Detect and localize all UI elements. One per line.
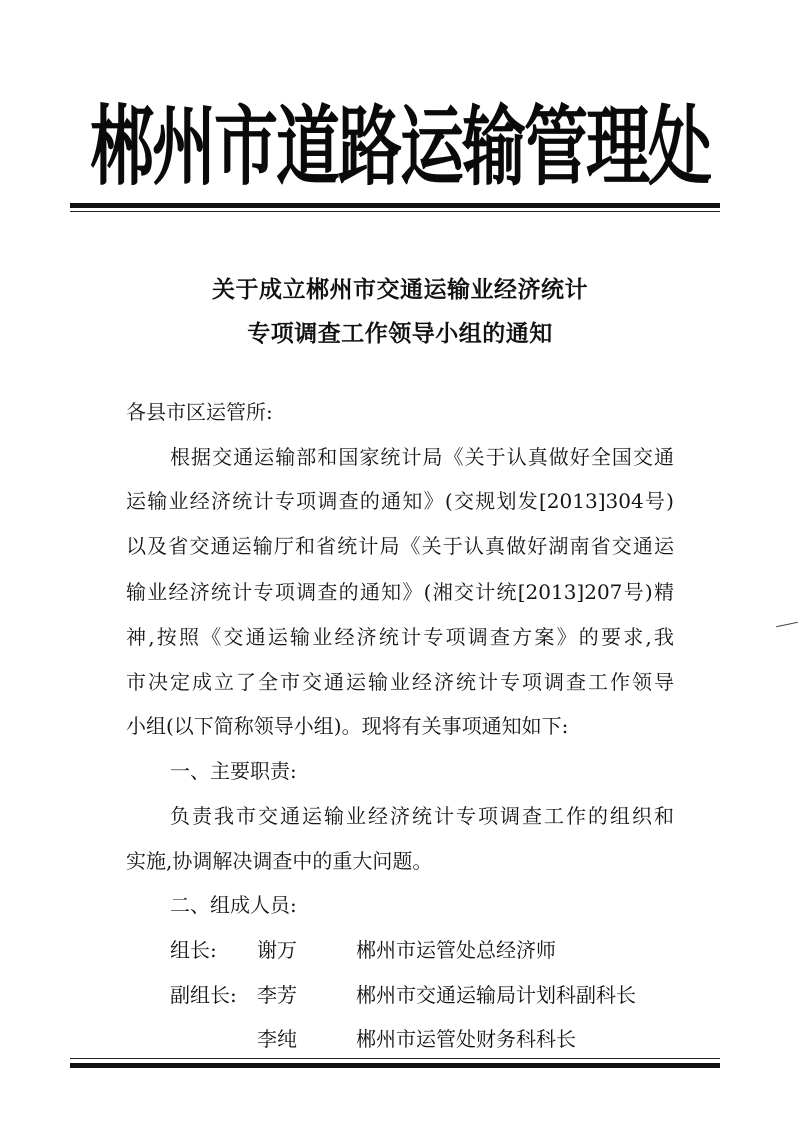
member-position: 郴州市交通运输局计划科副科长 [356, 983, 636, 1007]
paragraph-line: 小组(以下简称领导小组)。现将有关事项通知如下: [126, 714, 569, 738]
member-position: 郴州市运管处总经济师 [356, 938, 556, 962]
member-role: 副组长: [170, 983, 237, 1007]
document-title-line-1: 关于成立郴州市交通运输业经济统计 [212, 277, 588, 303]
member-name: 李纯 [257, 1027, 297, 1051]
member-role: 组长: [170, 938, 217, 962]
member-name: 李芳 [257, 983, 297, 1007]
paragraph-line: 运输业经济统计专项调查的通知》(交规划发[2013]304号) [126, 489, 674, 513]
member-name: 谢万 [257, 938, 297, 962]
paragraph-line: 根据交通运输部和国家统计局《关于认真做好全国交通 [170, 445, 674, 469]
paragraph-line: 神,按照《交通运输业经济统计专项调查方案》的要求,我 [126, 625, 674, 649]
paragraph-line: 输业经济统计专项调查的通知》(湘交计统[2013]207号)精 [126, 580, 674, 604]
letterhead-rule-thick [70, 203, 720, 208]
section-1-text: 负责我市交通运输业经济统计专项调查工作的组织和 [170, 804, 674, 828]
section-2-heading: 二、组成人员: [170, 893, 297, 917]
letterhead-rule-thin [70, 211, 720, 212]
section-1-text: 实施,协调解决调查中的重大问题。 [126, 849, 433, 873]
footer-rule-thick [70, 1063, 720, 1068]
paragraph-line: 以及省交通运输厅和省统计局《关于认真做好湖南省交通运 [126, 534, 674, 558]
paragraph-line: 市决定成立了全市交通运输业经济统计专项调查工作领导 [126, 670, 674, 694]
document-title-line-2: 专项调查工作领导小组的通知 [247, 321, 553, 347]
salutation: 各县市区运管所: [126, 400, 273, 424]
footer-rule-thin [70, 1058, 720, 1059]
letterhead-title: 郴州市道路运输管理处 [90, 98, 710, 199]
section-1-heading: 一、主要职责: [170, 759, 297, 783]
member-position: 郴州市运管处财务科科长 [356, 1027, 576, 1051]
margin-scan-mark [776, 622, 798, 628]
